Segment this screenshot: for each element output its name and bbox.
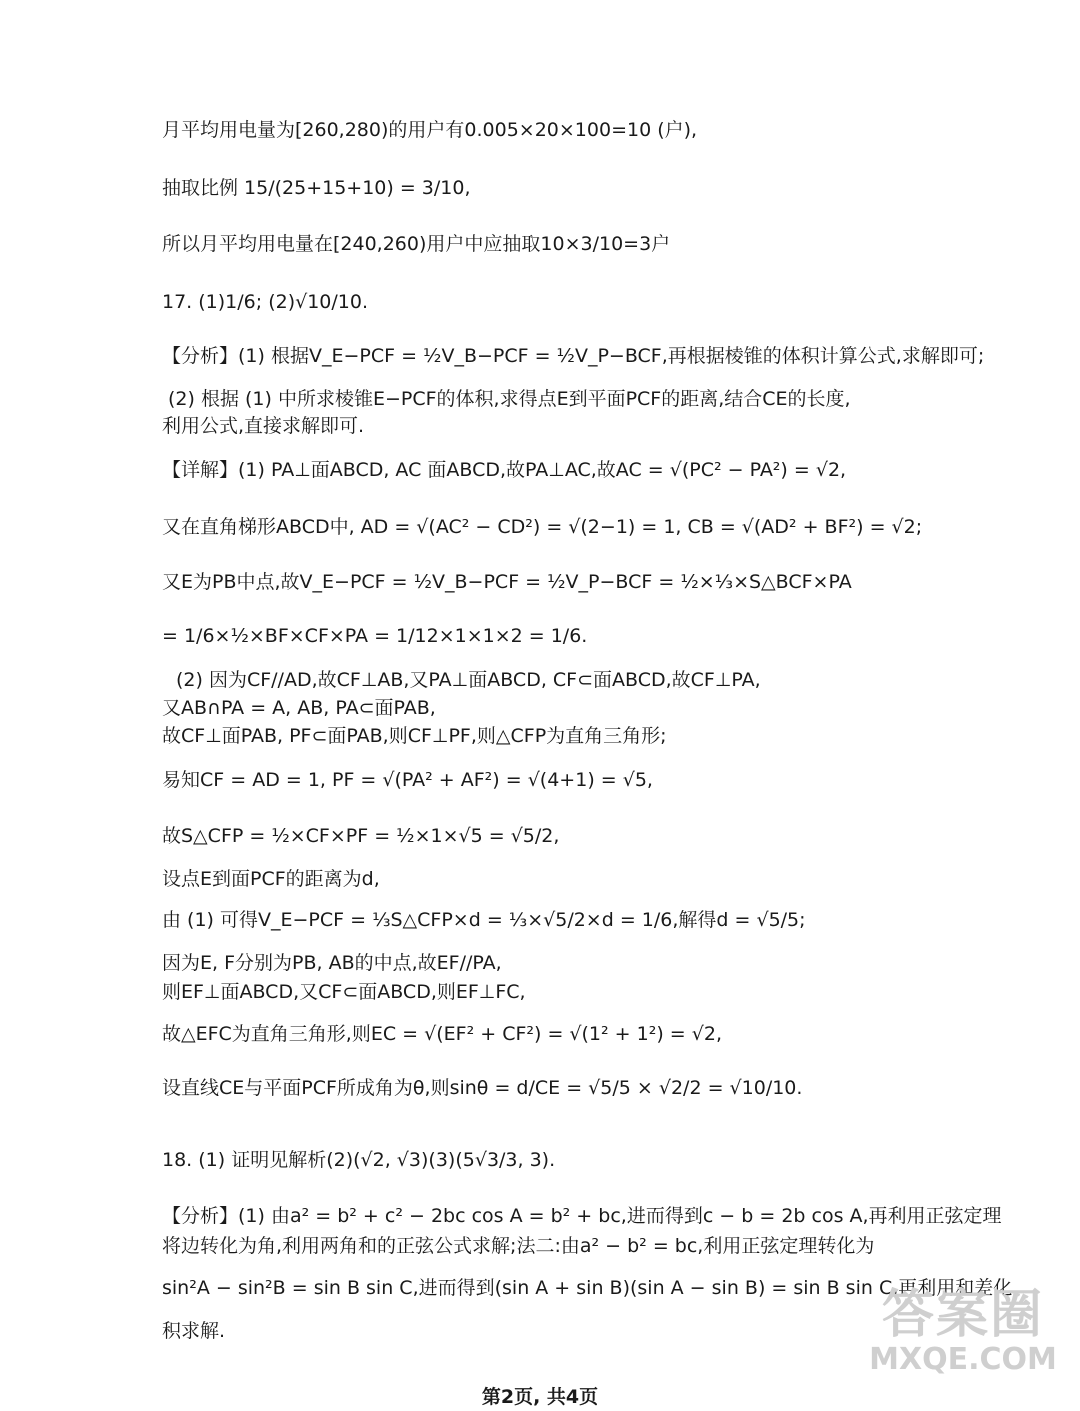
text-line: 积求解. xyxy=(162,1320,226,1342)
text-line: 因为E, F分别为PB, AB的中点,故EF//PA, xyxy=(162,952,502,974)
text-line: (2) 根据 (1) 中所求棱锥E−PCF的体积,求得点E到平面PCF的距离,结合CE的长度, xyxy=(168,388,851,410)
text-line: 故CF⊥面PAB, PF⊂面PAB,则CF⊥PF,则△CFP为直角三角形; xyxy=(162,725,667,747)
text-line: 17. (1)1/6; (2)√10/10. xyxy=(162,291,369,313)
text-line: 又在直角梯形ABCD中, AD = √(AC² − CD²) = √(2−1) = 1, CB = √(AD² + BF²) = √2; xyxy=(162,516,923,538)
text-line: = 1/6×½×BF×CF×PA = 1/12×1×1×2 = 1/6. xyxy=(162,625,588,647)
text-line: 又AB∩PA = A, AB, PA⊂面PAB, xyxy=(162,697,436,719)
text-line: 【详解】(1) PA⊥面ABCD, AC 面ABCD,故PA⊥AC,故AC = √(PC² − PA²) = √2, xyxy=(162,459,847,481)
text-line: 故△EFC为直角三角形,则EC = √(EF² + CF²) = √(1² + 1²) = √2, xyxy=(162,1023,722,1045)
text-line: 易知CF = AD = 1, PF = √(PA² + AF²) = √(4+1) = √5, xyxy=(162,769,653,791)
watermark-top-text: 答案圈 xyxy=(881,1285,1044,1345)
watermark-logo xyxy=(868,1286,1058,1381)
text-line: 由 (1) 可得V_E−PCF = ⅓S△CFP×d = ⅓×√5/2×d = 1/6,解得d = √5/5; xyxy=(162,909,806,931)
text-line: 设直线CE与平面PCF所成角为θ,则sinθ = d/CE = √5/5 × √2/2 = √10/10. xyxy=(162,1077,803,1099)
text-line: 【分析】(1) 根据V_E−PCF = ½V_B−PCF = ½V_P−BCF,再根据棱锥的体积计算公式,求解即可; xyxy=(162,345,985,367)
watermark-bottom-text: MXQE.COM xyxy=(869,1342,1057,1377)
text-line: 月平均用电量为[260,280)的用户有0.005×20×100=10 (户), xyxy=(162,119,698,141)
text-line: 设点E到面PCF的距离为d, xyxy=(162,868,380,890)
page-footer: 第2页, 共4页 xyxy=(481,1386,599,1408)
text-line: 将边转化为角,利用两角和的正弦公式求解;法二:由a² − b² = bc,利用正弦定理转化为 xyxy=(162,1235,875,1257)
text-line: 所以月平均用电量在[240,260)用户中应抽取10×3/10=3户 xyxy=(162,233,671,255)
text-line: sin²A − sin²B = sin B sin C,进而得到(sin A + sin B)(sin A − sin B) = sin B sin C,再利用和差化 xyxy=(162,1277,1013,1299)
text-line: 则EF⊥面ABCD,又CF⊂面ABCD,则EF⊥FC, xyxy=(162,981,526,1003)
text-line: 抽取比例 15/(25+15+10) = 3/10, xyxy=(162,177,471,199)
text-line: 18. (1) 证明见解析(2)(√2, √3)(3)(5√3/3, 3). xyxy=(162,1149,556,1171)
text-line: 又E为PB中点,故V_E−PCF = ½V_B−PCF = ½V_P−BCF = ½×⅓×S△BCF×PA xyxy=(162,571,852,593)
text-line: 利用公式,直接求解即可. xyxy=(162,415,365,437)
text-line: 【分析】(1) 由a² = b² + c² − 2bc cos A = b² + bc,进而得到c − b = 2b cos A,再利用正弦定理 xyxy=(162,1205,1002,1227)
text-line: 故S△CFP = ½×CF×PF = ½×1×√5 = √5/2, xyxy=(162,825,560,847)
text-line: (2) 因为CF//AD,故CF⊥AB,又PA⊥面ABCD, CF⊂面ABCD,故CF⊥PA, xyxy=(176,669,761,691)
